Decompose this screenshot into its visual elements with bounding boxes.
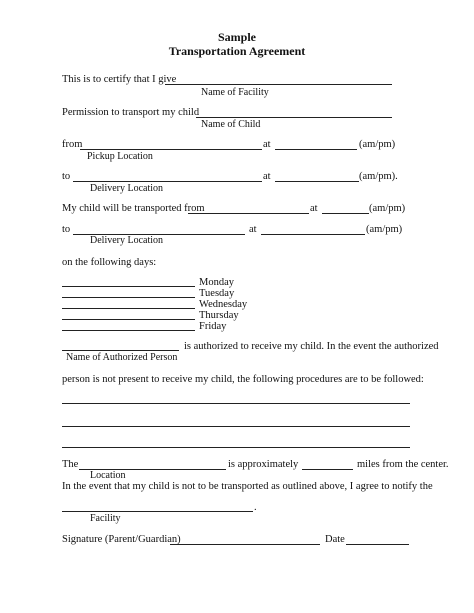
location-caption: Location [90,470,126,481]
signature-line[interactable] [170,544,320,545]
authorized-person-line[interactable] [62,350,179,351]
title-sample: Sample [217,30,256,44]
pickup-caption: Pickup Location [87,151,153,162]
permission-text: Permission to transport my child [62,107,200,118]
facility-caption-2: Facility [90,513,121,524]
procedures-text: person is not present to receive my child, the following procedures are to be followed: [62,374,424,385]
notify-text: In the event that my child is not to be transported as outlined above, I agree to notify the [62,481,433,492]
notify-facility-line[interactable] [62,511,253,512]
ampm-2: (am/pm). [359,171,398,182]
ampm-1: (am/pm) [359,139,396,150]
day-label-friday: Friday [199,321,227,332]
day-line-thursday[interactable] [62,319,195,320]
notify-period: . [254,502,257,513]
following-days-text: on the following days: [62,257,157,268]
pickup-location-line[interactable] [80,149,262,150]
at-label-2: at [263,171,271,182]
procedure-line-2[interactable] [62,426,410,427]
procedure-line-1[interactable] [62,403,410,404]
miles-text: miles from the center. [357,459,449,470]
day-label-tuesday: Tuesday [199,288,235,299]
transport-to-time-line[interactable] [261,234,365,235]
from-label: from [62,139,83,150]
to-label-1: to [62,171,71,182]
day-label-thursday: Thursday [199,310,239,321]
transport-from-line[interactable] [188,213,309,214]
authorized-text: is authorized to receive my child. In the event the authorized [184,341,439,352]
day-label-monday: Monday [199,277,234,288]
day-line-friday[interactable] [62,330,195,331]
delivery-caption: Delivery Location [90,183,164,194]
ampm-4: (am/pm) [366,224,403,235]
day-line-monday[interactable] [62,286,195,287]
at-label-4: at [249,224,257,235]
the-label: The [62,459,79,470]
child-caption: Name of Child [201,119,261,130]
facility-caption: Name of Facility [201,87,269,98]
at-label-1: at [263,139,271,150]
ampm-3: (am/pm) [369,203,406,214]
procedure-line-3[interactable] [62,447,410,448]
miles-line[interactable] [302,469,353,470]
title-agreement: Transportation Agreement [168,44,306,58]
date-label: Date [325,534,345,545]
at-label-3: at [310,203,318,214]
facility-name-line[interactable] [165,84,392,85]
delivery-caption-2: Delivery Location [90,235,164,246]
approx-text: is approximately [228,459,299,470]
day-label-wednesday: Wednesday [199,299,248,310]
delivery-time-line[interactable] [275,181,359,182]
day-line-tuesday[interactable] [62,297,195,298]
pickup-time-line[interactable] [275,149,357,150]
day-line-wednesday[interactable] [62,308,195,309]
signature-label: Signature (Parent/Guardian) [62,534,181,545]
to-label-2: to [62,224,71,235]
delivery-location-line[interactable] [73,181,262,182]
child-name-line[interactable] [196,117,392,118]
date-line[interactable] [346,544,409,545]
certify-text: This is to certify that I give [62,74,177,85]
transported-from-text: My child will be transported from [62,203,205,214]
transport-from-time-line[interactable] [322,213,369,214]
authorized-caption: Name of Authorized Person [66,352,178,363]
